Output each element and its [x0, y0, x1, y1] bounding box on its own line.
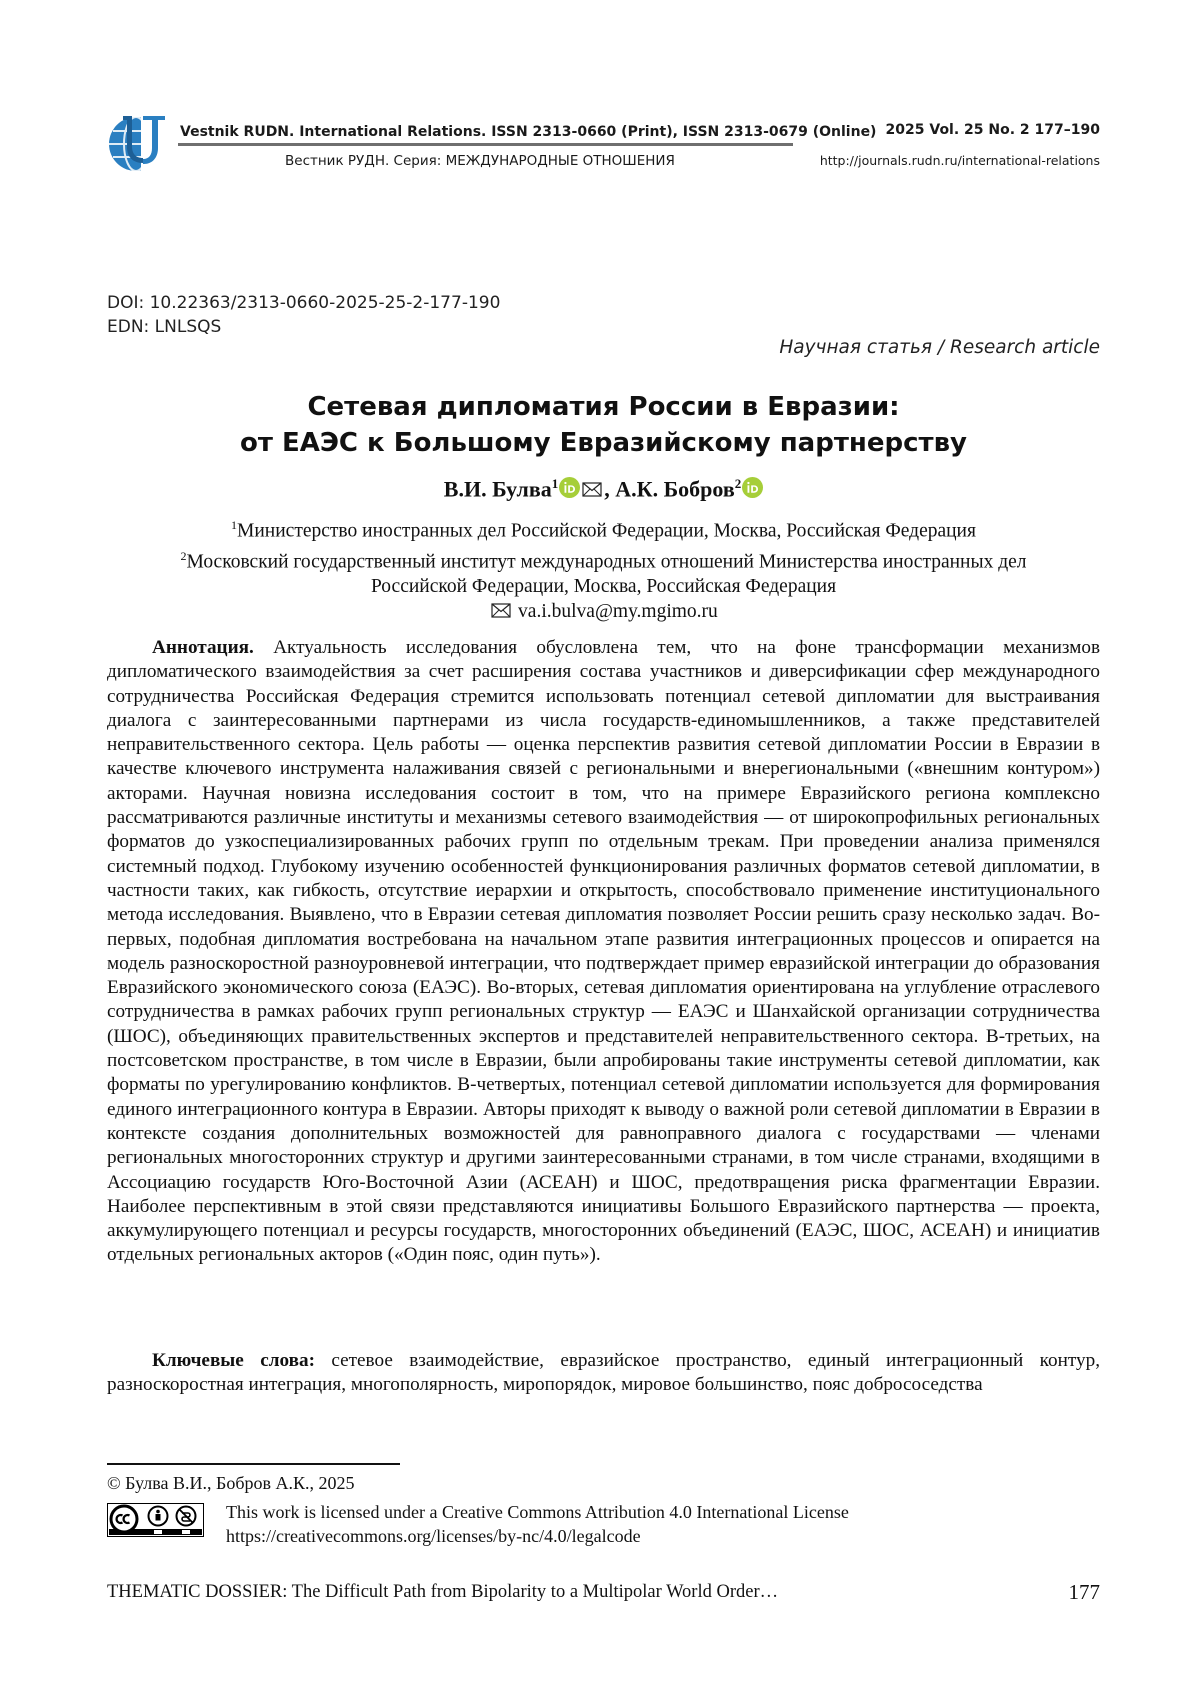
article-type: Научная статья / Research article	[779, 337, 1100, 358]
affiliations	[107, 513, 1100, 624]
affiliation-1-sup: 1	[231, 518, 238, 532]
volume-info: 2025 Vol. 25 No. 2 177–190	[885, 122, 1100, 138]
license-url[interactable]: https://creativecommons.org/licenses/by-nc/4.0/legalcode	[226, 1526, 641, 1546]
keywords-label: Ключевые слова:	[152, 1350, 315, 1371]
affiliation-2-text: Московский государственный институт международных отношений Министерства иностранных дел	[186, 551, 1027, 573]
affiliation-2-cont: Российской Федерации, Москва, Российская Федерация	[370, 576, 837, 597]
doi[interactable]: DOI: 10.22363/2313-0660-2025-25-2-177-190	[107, 293, 501, 313]
title-line-2: от ЕАЭС к Большому Евразийскому партнерству	[239, 428, 968, 458]
envelope-icon	[491, 603, 511, 618]
abstract-label: Аннотация.	[152, 637, 254, 658]
affiliation-1-text: Министерство иностранных дел Российской Федерации, Москва, Российская Федерация	[237, 520, 976, 542]
affiliation-2	[107, 544, 1100, 575]
affiliation-2-sup: 2	[180, 549, 187, 563]
identifiers	[107, 291, 500, 339]
dossier-footer: THEMATIC DOSSIER: The Difficult Path from Bipolarity to a Multipolar World Order…	[107, 1582, 779, 1602]
journal-url[interactable]: http://journals.rudn.ru/international-relations	[819, 153, 1100, 168]
title-line-1: Сетевая дипломатия России в Евразии:	[307, 392, 900, 422]
orcid-icon[interactable]	[742, 477, 763, 498]
license	[226, 1500, 849, 1548]
header-rule	[178, 143, 793, 146]
footnote-rule	[107, 1463, 400, 1465]
author-2-sup: 2	[734, 476, 742, 491]
author-2: А.К. Бобров	[615, 476, 735, 502]
license-text: This work is licensed under a Creative Commons Attribution 4.0 International License	[226, 1502, 849, 1522]
keywords	[107, 1349, 1100, 1398]
affiliation-1	[107, 513, 1100, 544]
journal-title-ru: Вестник РУДН. Серия: МЕЖДУНАРОДНЫЕ ОТНОШЕНИЯ	[285, 153, 675, 169]
email	[107, 600, 1100, 625]
copyright: © Булва В.И., Бобров А.К., 2025	[107, 1473, 355, 1493]
email-link[interactable]: va.i.bulva@my.mgimo.ru	[518, 600, 718, 622]
orcid-icon[interactable]	[559, 477, 580, 498]
edn: EDN: LNLSQS	[107, 317, 222, 337]
keywords-text: сетевое взаимодействие, евразийское пространство, единый интеграционный контур, разноскоростная интеграция, многополярность, миропорядок, мировое большинство, пояс добрососедства	[107, 1350, 1100, 1396]
journal-title-en: Vestnik RUDN. International Relations. ISSN 2313-0660 (Print), ISSN 2313-0679 (Online)	[180, 124, 877, 140]
authors	[107, 476, 1100, 502]
article-title	[107, 389, 1100, 461]
page-number: 177	[1068, 1580, 1100, 1604]
author-1: В.И. Булва	[443, 476, 552, 502]
envelope-icon[interactable]	[582, 482, 602, 497]
author-separator: ,	[604, 476, 616, 502]
abstract	[107, 636, 1100, 1268]
rudn-logo-icon	[105, 113, 175, 175]
abstract-text: Актуальность исследования обусловлена тем, что на фоне трансформации механизмов дипломатического взаимодействия за счет расширения состава участников и диверсификации сфер международного сотрудничества Российская Федерация стремится использовать потенциал сетевой дипломатии для выстраивания диалога с заинтересованными партнерами из числа государств-единомышленников, а также представителей неправительственного сектора. Цель работы — оценка перспектив развития сетевой дипломатии России в Евразии в качестве ключевого инструмента налаживания связей с региональными и внерегиональными («внешним контуром») акторами. Научная новизна исследования состоит в том, что на примере Евразийского региона комплексно рассматриваются различные институты и механизмы сетевого взаимодействия — от широкопрофильных региональных форматов до узкоспециализированных рабочих групп по отдельным трекам. При проведении анализа применялся системный подход. Глубокому изучению особенностей функционирования различных форматов сетевой дипломатии, в частности таких, как гибкость, отсутствие иерархии и открытость, способствовало применение институционального метода исследования. Выявлено, что в Евразии сетевая дипломатия позволяет России решить сразу несколько задач. Во-первых, подобная дипломатия востребована на начальном этапе развития интеграционных процессов и опирается на модель разноскоростной разноуровневой интеграции, что подтверждает пример евразийской интеграции до образования Евразийского экономического союза (ЕАЭС). Во-вторых, сетевая дипломатия ориентирована на углубление отраслевого сотрудничества в рамках рабочих групп региональных структур — ЕАЭС и Шанхайской организации сотрудничества (ШОС), объединяющих правительственных экспертов и представителей неправительственного сектора. В-третьих, на постсоветском пространстве, в том числе в Евразии, были апробированы такие инструменты сетевой дипломатии, как форматы по урегулированию конфликтов. В-четвертых, потенциал сетевой дипломатии используется для формирования единого интеграционного контура в Евразии. Авторы приходят к выводу о важной роли сетевой дипломатии в Евразии в контексте создания дополнительных возможностей для равноправного диалога с государствами — членами региональных многосторонних структур и другими заинтересованными странами, в том числе странами, входящими в Ассоциацию государств Юго-Восточной Азии (АСЕАН) и ШОС, предотвращения риска фрагментации Евразии. Наиболее перспективным в этой связи представляются инициативы Большого Евразийского партнерства — проекта, аккумулирующего потенциал и ресурсы государств, многосторонних объединений (ЕАЭС, ШОС, АСЕАН) и инициатив отдельных региональных акторов («Один пояс, один путь»).	[107, 637, 1101, 1266]
creative-commons-icon[interactable]	[107, 1503, 204, 1537]
author-1-sup: 1	[551, 476, 559, 491]
